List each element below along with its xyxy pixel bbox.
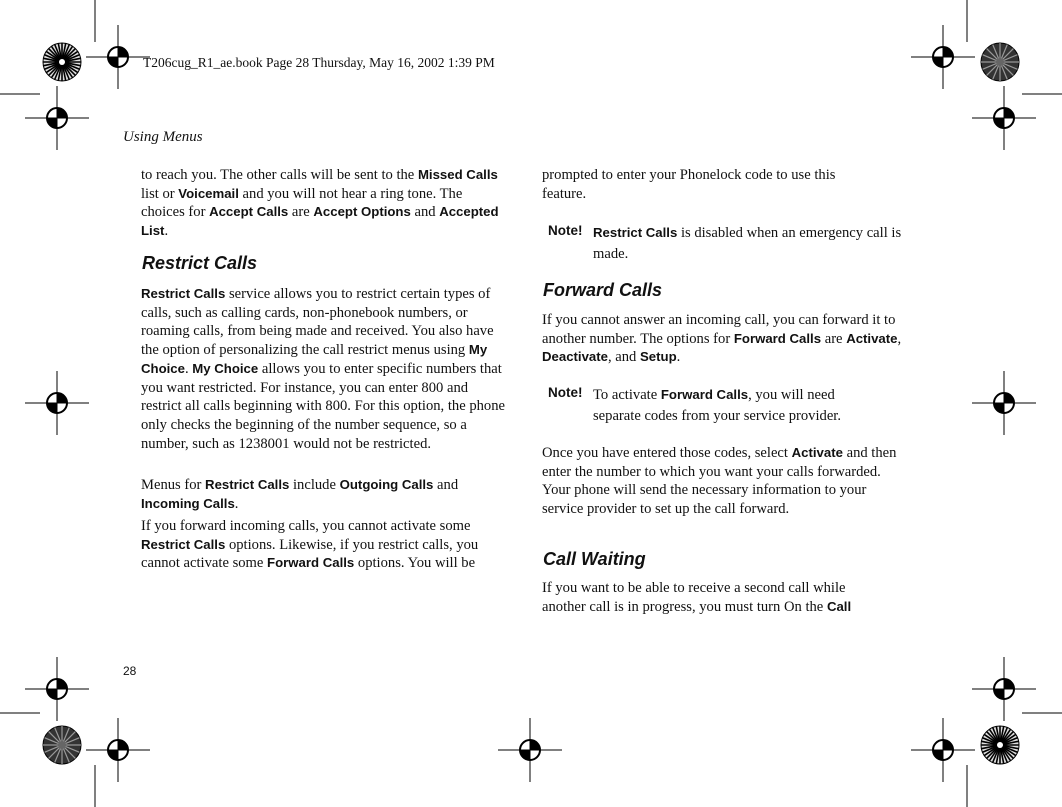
paragraph: If you cannot answer an incoming call, you can forward it to another number. The options for Forward Calls are Activate, Deactivate, and Setup. bbox=[542, 312, 902, 366]
running-head: Using Menus bbox=[123, 129, 203, 145]
paragraph: Restrict Calls service allows you to restrict certain types of calls, such as calling cards, non-phonebook numbers, or roaming calls, from being made and received. You also have the option of personalizing the call restrict menus using My Choice. My Choice allows you to enter specific numbers that you want restricted. For instance, you can enter 800 and restrict all calls beginning with 800. For this option, the phone only checks the beginning of the number sequence, so a number, such as 1238001 would not be restricted. bbox=[141, 286, 505, 452]
note-label: Note! bbox=[548, 223, 583, 238]
page-number: 28 bbox=[123, 664, 137, 678]
paragraph: prompted to enter your Phonelock code to use this feature. bbox=[542, 167, 836, 202]
paragraph: Once you have entered those codes, select Activate and then enter the number to which you want your calls forwarded. Your phone will send the necessary information to your service provider to set up the call forward. bbox=[542, 445, 897, 518]
paragraph: Menus for Restrict Calls include Outgoing Calls and Incoming Calls. bbox=[141, 477, 459, 512]
section-heading: Restrict Calls bbox=[142, 253, 258, 273]
section-heading: Call Waiting bbox=[543, 549, 646, 569]
print-slug: T206cug_R1_ae.book Page 28 Thursday, May 16, 2002 1:39 PM bbox=[143, 55, 495, 70]
paragraph: If you forward incoming calls, you cannot activate some Restrict Calls options. Likewise, if you restrict calls, you cannot activate some Forward Calls options. You will be bbox=[141, 518, 479, 572]
note-label: Note! bbox=[548, 385, 583, 400]
paragraph: to reach you. The other calls will be sent to the Missed Calls list or Voicemail and you will not hear a ring tone. The choices for Accept Calls are Accept Options and Accepted List. bbox=[141, 167, 499, 240]
paragraph: If you want to be able to receive a second call while another call is in progress, you must turn On the Call bbox=[542, 580, 852, 615]
note-text: Restrict Calls is disabled when an emergency call is made. bbox=[593, 225, 902, 262]
section-heading: Forward Calls bbox=[543, 280, 663, 300]
note-text: To activate Forward Calls, you will need separate codes from your service provider. bbox=[593, 387, 841, 424]
